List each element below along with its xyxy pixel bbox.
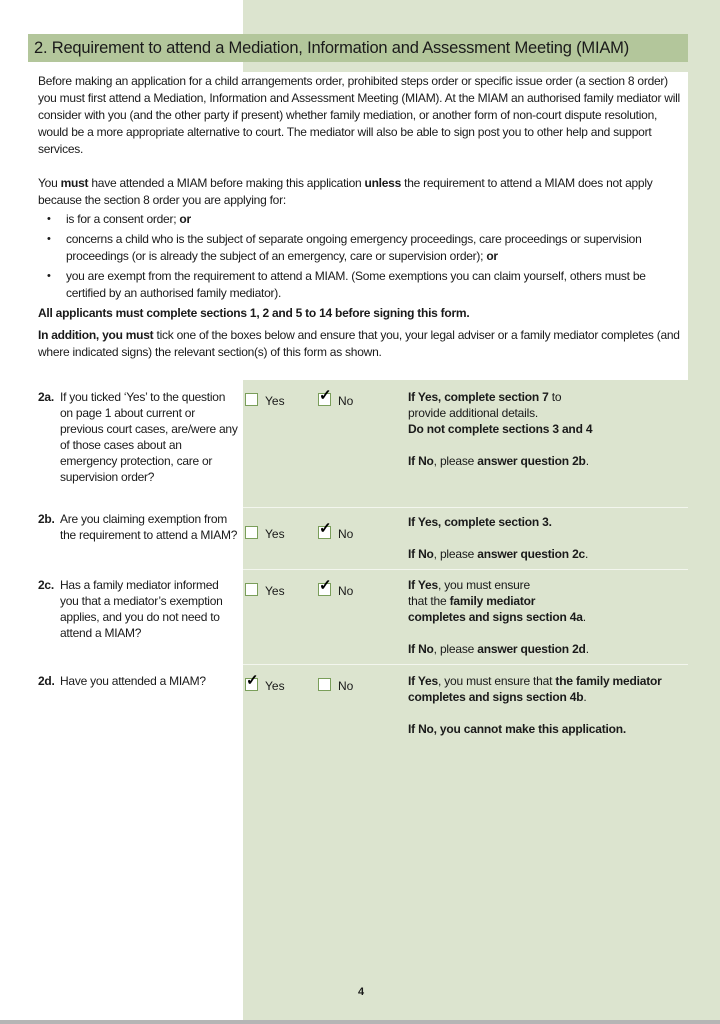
question-text: Are you claiming exemption from the requirement to attend a MIAM? (60, 512, 238, 542)
page-number: 4 (358, 986, 365, 998)
exemption-list (38, 211, 680, 302)
tick-icon: ✓ (319, 520, 332, 537)
instruction-note: If Yes, complete section 7 to provide additional details. Do not complete sections 3 and 4 If No, please answer question 2b. (408, 390, 593, 468)
list-item: • you are exempt from the requirement to attend a MIAM. (Some exemptions you can claim yourself, others must be certified by an authorised family mediator). (66, 268, 680, 302)
tick-icon: ✓ (246, 672, 259, 689)
question-2b: 2b. Are you claiming exemption from the requirement to attend a MIAM? Yes ✓ No If Yes, complete section 3. If No, please answer question 2c. (28, 511, 688, 569)
tick-icon: ✓ (319, 387, 332, 404)
list-item: • is for a consent order; or (66, 211, 680, 228)
question-2c: 2c. Has a family mediator informed you that a mediator’s exemption applies, and you do not need to attend a MIAM? Yes ✓ No If Yes, you must ensure that the family mediator completes and signs section 4a. If No, please answer question 2d. (28, 577, 688, 663)
list-item: • concerns a child who is the subject of separate ongoing emergency proceedings, care proceedings or supervision proceedings (or is already the subject of an emergency, care or supervision order); or (66, 231, 680, 265)
question-number: 2a. (38, 390, 54, 404)
question-text: Have you attended a MIAM? (60, 674, 206, 688)
row-divider (243, 569, 688, 570)
instruction-note: If Yes, complete section 3. If No, please answer question 2c. (408, 515, 589, 561)
instruction-note: If Yes, you must ensure that the family mediator completes and signs section 4b. If No, you cannot make this application. (408, 674, 662, 736)
instruction-note: If Yes, you must ensure that the family mediator completes and signs section 4a. If No, please answer question 2d. (408, 578, 589, 656)
intro-text-block (28, 72, 688, 380)
question-text: If you ticked ‘Yes’ to the question on page 1 about current or previous court cases, are/were any of those cases about an emergency protection, care or supervision order? (60, 390, 238, 484)
miam-requirement-paragraph: You must have attended a MIAM before making this application unless the requirement to attend a MIAM does not apply because the section 8 order you are applying for: (38, 176, 653, 207)
row-divider (243, 664, 688, 665)
question-number: 2d. (38, 674, 55, 688)
question-2a: 2a. If you ticked ‘Yes’ to the question on page 1 about current or previous court cases, are/were any of those cases about an emergency protection, care or supervision order? Yes ✓ No If Yes, complete section 7 to provide additional details. Do not complete sections 3 and 4 If No, please answer question 2b. (28, 389, 688, 507)
question-number: 2c. (38, 578, 54, 592)
additional-instruction: In addition, you must tick one of the boxes below and ensure that you, your legal adviser or a family mediator completes (and where indicated signs) the relevant section(s) of this form as shown. (38, 328, 680, 359)
question-2d: 2d. Have you attended a MIAM? ✓ Yes No If Yes, you must ensure that the family mediator completes and signs section 4b. If No, you cannot make this application. (28, 673, 688, 753)
intro-paragraph: Before making an application for a child arrangements order, prohibited steps order or specific issue order (a section 8 order) you must first attend a Mediation, Information and Assessment Meeting (MIAM). At the MIAM an authorised family mediator will consider with you (and the other party if present) whether family mediation, or another form of non-court dispute resolution, would be a more appropriate alternative to court. The mediator will also be able to sign post you to other help and support services. (38, 74, 680, 156)
bottom-edge (0, 1020, 720, 1024)
section-title: 2. Requirement to attend a Mediation, Information and Assessment Meeting (MIAM) (28, 34, 688, 62)
question-number: 2b. (38, 512, 55, 526)
question-text: Has a family mediator informed you that a mediator’s exemption applies, and you do not need to attend a MIAM? (60, 578, 223, 640)
row-divider (243, 507, 688, 508)
all-applicants-note: All applicants must complete sections 1, 2 and 5 to 14 before signing this form. (38, 306, 470, 320)
tick-icon: ✓ (319, 577, 332, 594)
